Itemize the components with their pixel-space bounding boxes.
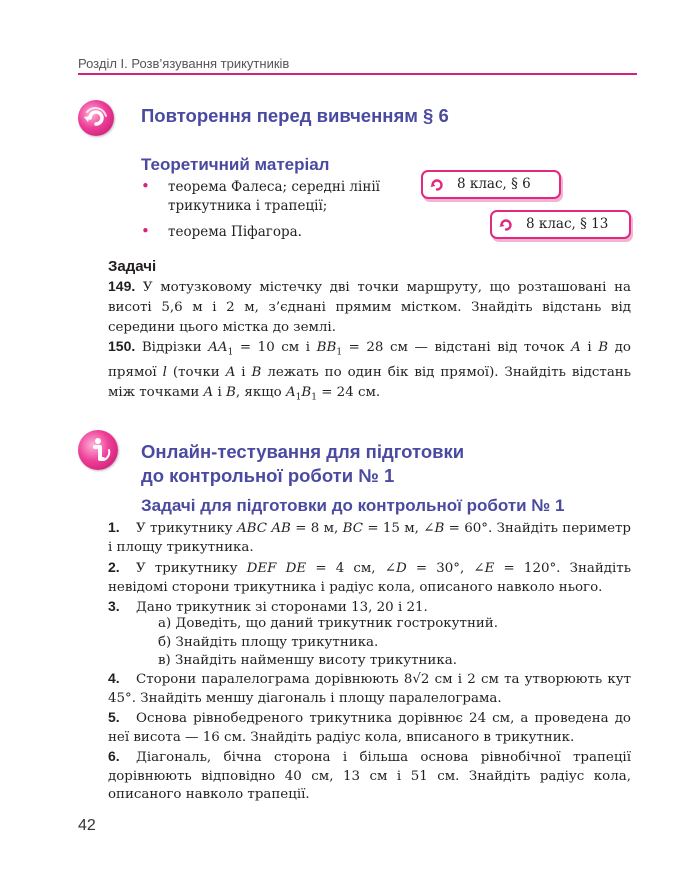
item-text: Діагональ, бічна сторона і більша основа рівнобічної трапеції дорівнюють відповідно 40 см, 13 см і 51 см. Знайдіть радіус кола, описаного навколо трапеції. (108, 750, 631, 802)
item-text: Основа рівнобедреного трикутника дорівнює 24 см, а проведена до неї висота — 16 см. Знайдіть радіус кола, вписаного в трикутник. (108, 711, 631, 745)
item-text: У трикутнику (136, 561, 247, 576)
item-text: У трикутнику (136, 521, 238, 536)
math-var: l (162, 364, 167, 380)
item-number: 1. (108, 519, 120, 535)
item-text: = 60°. Знайдіть периметр і площу трикутника. (108, 521, 631, 555)
theory-bullet: • теорема Фалеса; середні лінії трикутника і трапеції; (141, 178, 411, 216)
item-text: = 120°. Знайдіть невідомі сторони трикутника і радіус кола, описаного навколо нього. (108, 561, 632, 595)
reference-loop-icon (428, 176, 446, 203)
math-sub: 1 (336, 347, 343, 358)
running-head: Розділ І. Розв’язування трикутників (78, 56, 290, 71)
math-var: A (571, 340, 581, 355)
page-number: 42 (78, 817, 96, 834)
math-var: B (251, 364, 262, 380)
math-var: A (225, 364, 236, 380)
repeat-section-icon (78, 100, 114, 136)
item-text: см і 2 см та утворюють кут 45°. Знайдіть меншу діагональ і площу паралелограма. (108, 672, 631, 706)
title-line: до контрольної роботи № 1 (141, 465, 395, 486)
item-text: = 4 см, ∠ (306, 561, 396, 576)
task-number: 149. (108, 278, 136, 294)
task-number: 150. (108, 338, 136, 354)
subtask: б) Знайдіть площу трикутника. (158, 634, 379, 650)
math-var: D (395, 561, 407, 576)
prep-item-2 (108, 558, 631, 597)
theory-heading: Теоретичний матеріал (141, 155, 330, 174)
subtask: а) Доведіть, що даний трикутник гострокутний. (158, 616, 498, 631)
math-var: AB (271, 521, 291, 536)
section-title-repeat: Повторення перед вивченням § 6 (141, 105, 449, 126)
prep-item-4 (108, 669, 631, 708)
task-text: = 24 см. (316, 384, 381, 400)
task-text: , якщо (235, 384, 286, 400)
prep-item-5 (108, 708, 631, 747)
math-var: E (484, 561, 495, 576)
item-text: = 8 м, (290, 521, 343, 536)
math-var: BB (316, 340, 337, 355)
math-var: A (203, 384, 214, 400)
math-var: ABC (237, 521, 268, 536)
task-150 (108, 336, 631, 407)
math-var: B (434, 521, 445, 536)
task-text: (точки (166, 364, 226, 380)
prep-item-6 (108, 747, 631, 805)
item-text: Сторони паралелограма дорівнюють 8 (136, 672, 413, 687)
prep-item-3-subtasks (158, 615, 498, 671)
reference-badge-grade8-s13[interactable] (490, 210, 631, 239)
task-text: до прямої (108, 340, 631, 380)
math-sqrt: √2 (412, 672, 430, 687)
math-var: DE (285, 561, 307, 576)
task-text: лежать по один бік від прямої). Знайдіть відстань між точками (108, 364, 632, 400)
math-sub: 1 (311, 392, 317, 403)
task-text: = 28 см — відстані від точок (342, 340, 572, 355)
reference-loop-icon (497, 216, 515, 243)
task-text: У мотузковому містечку дві точки маршруту, що розташовані на висоті 5,6 м і 2 м, з’єднані прямим містком. Знайдіть відстань від середини цього містка до землі. (108, 280, 631, 335)
item-text: Дано трикутник зі сторонами 13, 20 і 21. (136, 600, 428, 615)
task-text: Відрізки (141, 340, 202, 355)
test-prep-heading: Задачі для підготовки до контрольної роботи № 1 (141, 496, 565, 515)
subtask: в) Знайдіть найменшу висоту трикутника. (158, 653, 457, 668)
math-var: A (285, 384, 296, 400)
reference-badge-grade8-s6[interactable] (421, 170, 561, 199)
item-number: 6. (108, 748, 120, 764)
math-var: B (301, 384, 312, 400)
math-sub: 1 (295, 392, 302, 403)
item-text: = 15 м, ∠ (363, 521, 435, 536)
task-text: і (213, 384, 227, 400)
item-number: 5. (108, 709, 120, 725)
item-number: 4. (108, 670, 120, 686)
tasks-heading: Задачі (108, 258, 157, 275)
item-number: 3. (108, 598, 120, 614)
title-line: Онлайн-тестування для підготовки (141, 441, 465, 462)
math-var: B (226, 384, 236, 400)
math-var: BC (342, 521, 363, 536)
item-text (276, 561, 285, 576)
math-var: DEF (246, 561, 277, 576)
task-text: і (580, 340, 599, 355)
task-text: і (235, 364, 252, 380)
header-rule (78, 73, 637, 75)
math-var: B (598, 340, 609, 355)
online-test-icon (78, 430, 118, 470)
theory-bullet-list (141, 178, 411, 249)
task-149 (108, 276, 631, 338)
math-sub: 1 (227, 347, 234, 358)
reference-label: 8 клас, § 13 (526, 216, 609, 232)
item-text: = 30°, ∠ (406, 561, 485, 576)
math-var: AA (208, 340, 228, 355)
item-number: 2. (108, 559, 120, 575)
task-text: = 10 см і (233, 340, 317, 355)
reference-label: 8 клас, § 6 (457, 176, 531, 192)
section-title-online-test (141, 440, 464, 488)
prep-item-1 (108, 518, 631, 557)
theory-bullet: • теорема Піфагора. (141, 223, 411, 242)
